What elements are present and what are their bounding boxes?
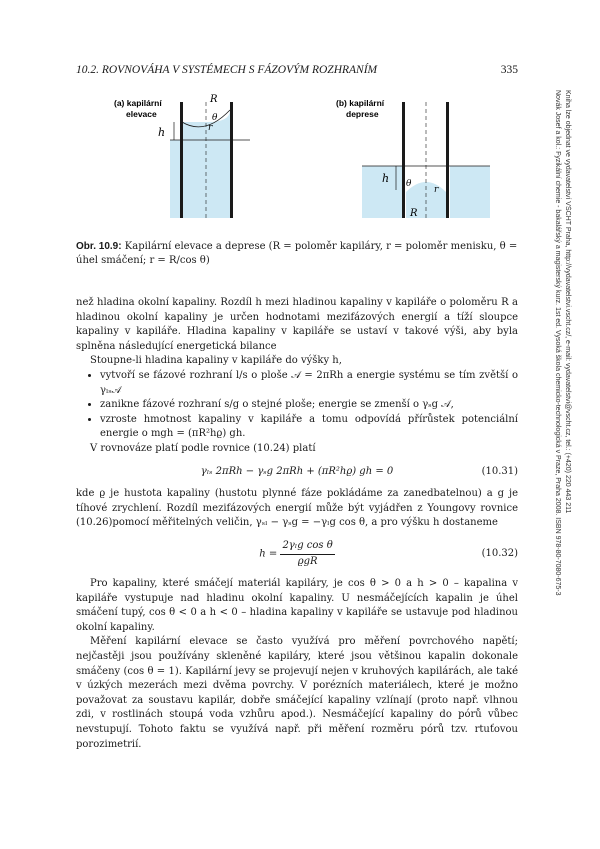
label-theta-b: θ: [406, 179, 412, 189]
sidebar-line-2: Kniha lze objednat ve vydavatelství VŠCHT Praha, http://vydavatelstvi.vscht.cz/, e-mail: vydavatelstvi@vscht.cz, tel.: (+420) 220 443 211: [564, 90, 571, 514]
sidebar-text-svg: [548, 90, 572, 700]
bullet-item: • zanikne fázové rozhraní s/g o stejné ploše; energie se zmenší o γₛg 𝒜,: [100, 398, 518, 413]
equation-2-number: (10.32): [481, 547, 518, 559]
panel-b-depression: [336, 98, 490, 219]
equation-10-31: [76, 465, 518, 480]
tube-wall-left: [180, 102, 183, 218]
equation-2-lhs: h =: [259, 548, 278, 560]
equation-2-expression: [136, 539, 458, 569]
tube-b-wall-left: [402, 102, 405, 218]
copyright-sidebar: [548, 90, 572, 700]
running-header: [76, 64, 518, 76]
panel-b-label-1: (b) kapilární: [336, 98, 385, 108]
paragraph-2: Stoupne-li hladina kapaliny v kapiláře do výšky h,: [90, 355, 342, 367]
paragraph-6: Měření kapilární elevace se často využívá pro měření povrchového napětí; nejčastěji jsou používány skleněné kapiláry, které jsou většinou kapalin dokonale smáčeny (cos θ = 1). Kapilární jevy se projevují nejen v kruhových kapilárách, ale také v úzkých mezerách mezi dvěma povrchy. V porézních materiálech, které je možno považovat za soustavu kapilár, dobře smáčející kapaliny vzlínají (proto např. vlhnou zdi, v rostlinách stoupá voda vzhůru apod.). Nesmáčející kapaliny do pórů vůbec nevstupují. Tohoto faktu se využívá např. při měření rozměru pórů tzv. rtuťovou porozimetrií.: [76, 636, 518, 750]
equation-1-number: (10.31): [481, 465, 518, 477]
capillary-diagram: [100, 92, 520, 232]
equation-2-numerator: 2γₗg cos θ: [280, 539, 334, 555]
caption-text: Kapilární elevace a deprese (R = poloměr kapiláry, r = poloměr menisku, θ = úhel smáčení; r = R/cos θ): [76, 241, 518, 266]
label-r-b: r: [434, 185, 439, 195]
bullet-list: [76, 369, 518, 442]
bullet-item: • vytvoří se fázové rozhraní l/s o ploše 𝒜 = 2πRh a energie systému se tím zvětší o γₗₛ𝒜: [100, 369, 518, 398]
sidebar-line-1: Novák Josef a kol.: Fyzikální chemie - bakalářský a magisterský kurz. 1st ed. Vysoká škola chemicko-technologická v Praze, Praha 2008. ISBN 978-80-7080-675-3: [554, 90, 561, 596]
caption-label: Obr. 10.9:: [76, 241, 122, 252]
panel-a-label-2: elevace: [126, 109, 157, 119]
paragraph-3: V rovnováze platí podle rovnice (10.24) platí: [90, 442, 316, 454]
label-R-b: R: [410, 208, 418, 219]
capillary-figure: [100, 92, 520, 232]
label-r-a: r: [208, 123, 213, 133]
panel-b-label-2: deprese: [346, 109, 379, 119]
tube-wall-right: [230, 102, 233, 218]
equation-10-32: [76, 539, 518, 569]
equation-2-fraction: [280, 539, 334, 569]
label-h-b: h: [382, 172, 390, 185]
equation-2-denominator: ϱgR: [297, 555, 318, 567]
section-title: 10.2. ROVNOVÁHA V SYSTÉMECH S FÁZOVÝM ROZHRANÍM: [76, 64, 378, 76]
body-text: [76, 296, 518, 752]
label-h-a: h: [158, 126, 166, 139]
paragraph-1: než hladina okolní kapaliny. Rozdíl h mezi hladinou kapaliny v kapiláře o poloměru R a hladinou okolní kapaliny je určen hodnotami mezifázových energií a tíží sloupce kapaliny v kapiláře. Hladina kapaliny v kapiláře se ustaví v takové výši, aby byla splněna následující energetická bilance: [76, 297, 518, 352]
label-R-a: R: [210, 94, 218, 105]
paragraph-5: Pro kapaliny, které smáčejí materiál kapiláry, je cos θ > 0 a h > 0 – kapalina v kapiláře vystupuje nad hladinu okolní kapaliny. U nesmáčejících kapalin je úhel smáčení tupý, cos θ < 0 a h < 0 – hladina kapaliny v kapiláře se ustavuje pod hladinou okolní kapaliny.: [76, 578, 518, 633]
bullet-item: • vzroste hmotnost kapaliny v kapiláře a tomu odpovídá přírůstek potenciální energie o mgh = (πR²hϱ) gh.: [100, 413, 518, 442]
figure-caption: [76, 240, 518, 268]
page-number: 335: [500, 64, 518, 76]
panel-a-elevation: [114, 94, 250, 218]
equation-1-expression: γₗₛ 2πRh − γₛg 2πRh + (πR²hϱ) gh = 0: [200, 465, 394, 477]
paragraph-4: kde ϱ je hustota kapaliny (hustotu plynné fáze pokládáme za zanedbatelnou) a g je tíhové zrychlení. Rozdíl mezifázových energií může být vyjádřen z Youngovy rovnice (10.26)pomocí měřitelných veličin, γₛₗ − γₛg = −γₗg cos θ, a pro výšku h dostaneme: [76, 488, 518, 529]
label-theta-a: θ: [212, 113, 218, 123]
tube-b-wall-right: [446, 102, 449, 218]
outer-liquid-b-right: [450, 166, 490, 218]
panel-a-label-1: (a) kapilární: [114, 98, 162, 108]
